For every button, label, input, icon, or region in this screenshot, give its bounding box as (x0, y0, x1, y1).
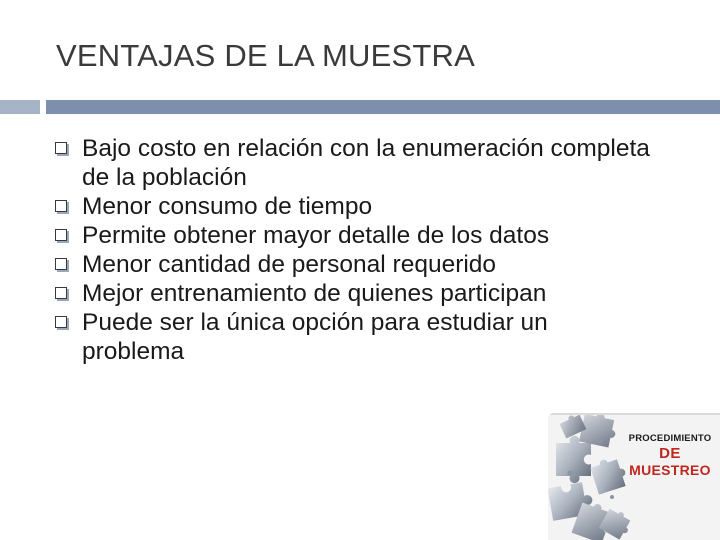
title-rule-accent (0, 100, 40, 114)
bullet-item (0, 250, 720, 279)
bullet-item (0, 279, 720, 308)
sampling-procedure-image (548, 413, 720, 540)
square-bullet-icon (55, 200, 67, 212)
bullet-text: Menor cantidad de personal requerido (82, 251, 497, 278)
bullet-text: Bajo costo en relación con la enumeración completa de la población (82, 135, 650, 191)
square-bullet-icon (55, 142, 67, 154)
image-caption-line1: PROCEDIMIENTO (628, 433, 712, 444)
bullet-list (0, 134, 720, 366)
square-bullet-icon (55, 229, 67, 241)
square-bullet-icon (55, 316, 67, 328)
image-caption-line3: MUESTREO (629, 462, 711, 478)
bullet-item (0, 221, 720, 250)
bullet-item (0, 192, 720, 221)
bullet-text: Mejor entrenamiento de quienes participan (82, 280, 547, 307)
bullet-text: Menor consumo de tiempo (82, 193, 373, 220)
bullet-item (0, 308, 720, 366)
bullet-item (0, 134, 720, 192)
square-bullet-icon (55, 287, 67, 299)
image-caption-line2: DE (659, 445, 681, 462)
square-bullet-icon (55, 258, 67, 270)
title-rule (46, 100, 720, 114)
slide-title: VENTAJAS DE LA MUESTRA (56, 38, 475, 73)
bullet-text: Permite obtener mayor detalle de los datos (82, 222, 550, 249)
bullet-text: Puede ser la única opción para estudiar un problema (82, 309, 548, 365)
